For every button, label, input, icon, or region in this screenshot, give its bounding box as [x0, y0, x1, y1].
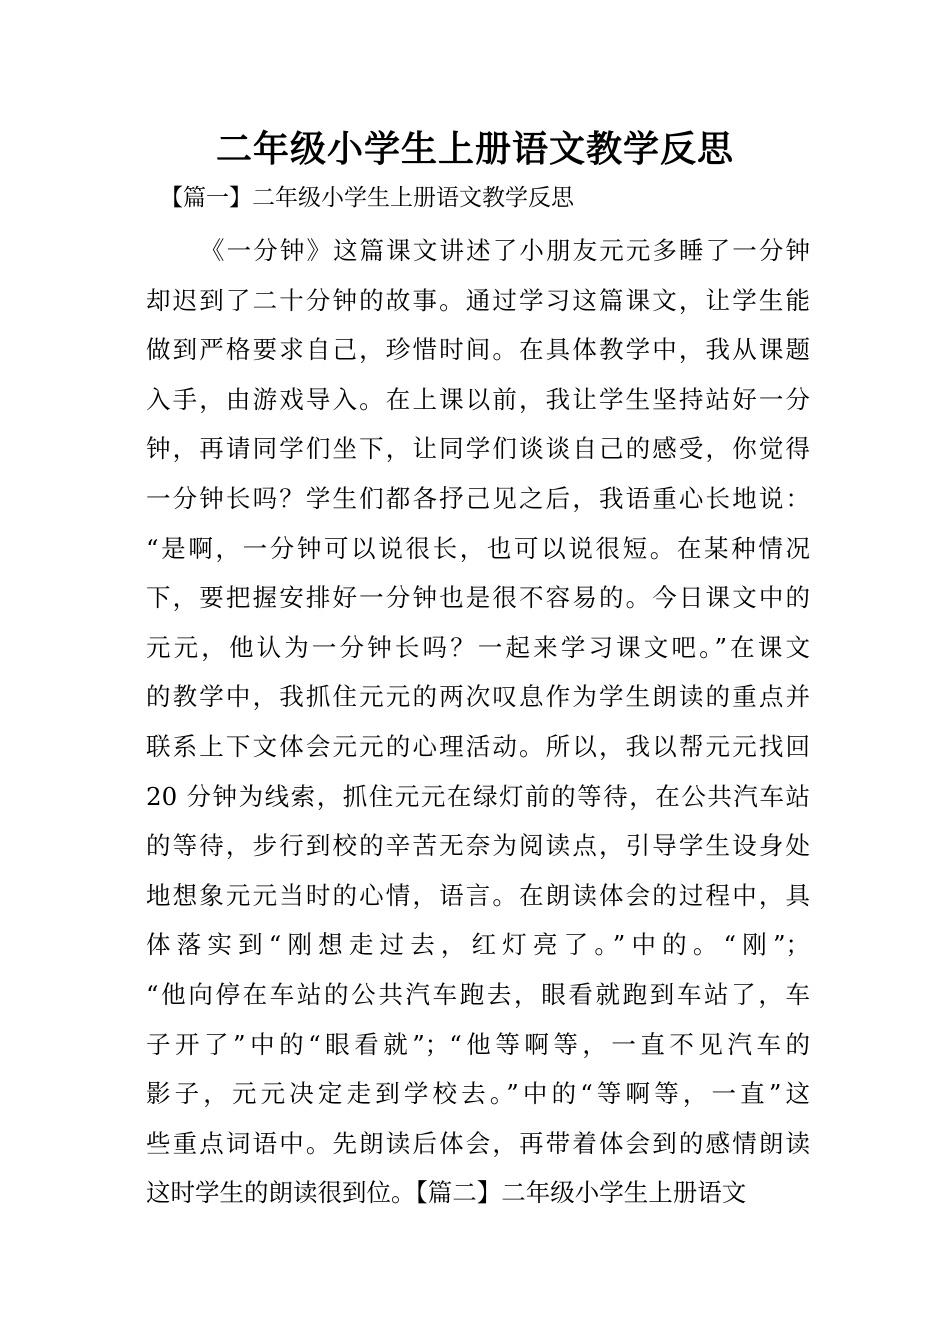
paragraph-line: 影子，元元决定走到学校去。”中的“等啊等，一直”这	[146, 1079, 810, 1109]
paragraph-line: 却迟到了二十分钟的故事。通过学习这篇课文，让学生能	[146, 285, 810, 315]
paragraph-line: 的教学中，我抓住元元的两次叹息作为学生朗读的重点并	[146, 682, 810, 712]
paragraph-line: “他向停在车站的公共汽车跑去，眼看就跑到车站了，车	[146, 979, 810, 1009]
paragraph-line: 地想象元元当时的心情，语言。在朗读体会的过程中，具	[146, 880, 810, 910]
paragraph-line: 体落实到“刚想走过去，红灯亮了。”中的。“刚”；	[146, 930, 810, 960]
paragraph-line: 做到严格要求自己，珍惜时间。在具体教学中，我从课题	[146, 335, 810, 365]
paragraph-line: 元元，他认为一分钟长吗？一起来学习课文吧。”在课文	[146, 632, 810, 662]
paragraph-line: 入手，由游戏导入。在上课以前，我让学生坚持站好一分	[146, 384, 810, 414]
document-title: 二年级小学生上册语文教学反思	[215, 129, 734, 170]
paragraph-line: 下，要把握安排好一分钟也是很不容易的。今日课文中的	[146, 583, 810, 613]
paragraph-line: “是啊，一分钟可以说很长，也可以说很短。在某种情况	[146, 533, 810, 563]
paragraph-line: 钟，再请同学们坐下，让同学们谈谈自己的感受，你觉得	[146, 434, 810, 464]
section-heading: 【篇一】二年级小学生上册语文教学反思	[160, 185, 574, 211]
paragraph-line: 这时学生的朗读很到位。【篇二】二年级小学生上册语文	[146, 1178, 747, 1208]
body-paragraph	[146, 226, 810, 1218]
paragraph-line: 联系上下文体会元元的心理活动。所以，我以帮元元找回	[146, 731, 810, 761]
paragraph-line: 20 分钟为线索，抓住元元在绿灯前的等待，在公共汽车站	[146, 781, 810, 811]
paragraph-line: 《一分钟》这篇课文讲述了小朋友元元多睡了一分钟	[200, 236, 810, 265]
paragraph-line: 的等待，步行到校的辛苦无奈为阅读点，引导学生设身处	[146, 831, 810, 861]
paragraph-line: 一分钟长吗？学生们都各抒己见之后，我语重心长地说：	[146, 483, 810, 513]
paragraph-line: 子开了”中的“眼看就”；“他等啊等，一直不见汽车的	[146, 1029, 810, 1059]
paragraph-line: 些重点词语中。先朗读后体会，再带着体会到的感情朗读	[146, 1128, 810, 1158]
